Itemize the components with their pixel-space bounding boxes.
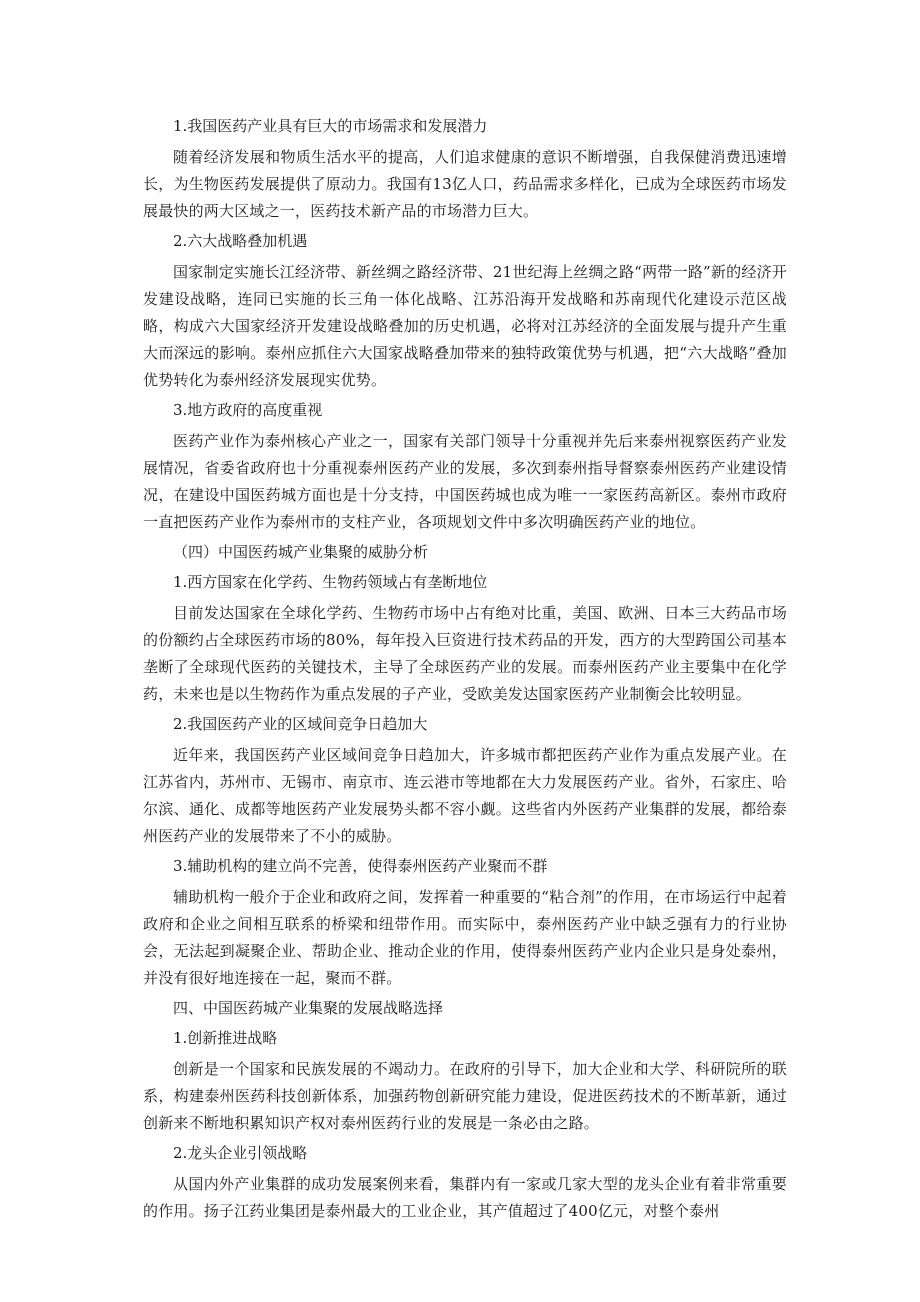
section-heading: 2.龙头企业引领战略 — [173, 1144, 308, 1162]
paragraph: 创新是一个国家和民族发展的不竭动力。在政府的引导下，加大企业和大学、科研院所的联系，构建泰州医药科技创新体系，加强药物创新研究能力建设，促进医药技术的不断革新，通过创新来不断地积累知识产权对泰州医药行业的发展是一条必由之路。 — [143, 1060, 787, 1132]
paragraph: 近年来，我国医药产业区域间竞争日趋加大，许多城市都把医药产业作为重点发展产业。在江苏省内，苏州市、无锡市、南京市、连云港市等地都在大力发展医药产业。省外，石家庄、哈尔滨、通化、成都等地医药产业发展势头都不容小觑。这些省内外医药产业集群的发展，都给泰州医药产业的发展带来了不小的威胁。 — [143, 746, 787, 845]
section-heading: 1.创新推进战略 — [173, 1029, 278, 1047]
document-page — [143, 114, 787, 1229]
section-heading: 2.六大战略叠加机遇 — [173, 232, 308, 250]
paragraph: 随着经济发展和物质生活水平的提高，人们追求健康的意识不断增强，自我保健消费迅速增长，为生物医药发展提供了原动力。我国有13亿人口，药品需求多样化，已成为全球医药市场发展最快的两大区域之一，医药技术新产品的市场潜力巨大。 — [143, 148, 787, 220]
paragraph: 从国内外产业集群的成功发展案例来看，集群内有一家或几家大型的龙头企业有着非常重要的作用。扬子江药业集团是泰州最大的工业企业，其产值超过了400亿元，对整个泰州 — [143, 1175, 787, 1220]
paragraph: 辅助机构一般介于企业和政府之间，发挥着一种重要的“粘合剂”的作用，在市场运行中起着政府和企业之间相互联系的桥梁和纽带作用。而实际中，泰州医药产业中缺乏强有力的行业协会，无法起到凝聚企业、帮助企业、推动企业的作用，使得泰州医药产业内企业只是身处泰州，并没有很好地连接在一起，聚而不群。 — [143, 888, 787, 987]
chapter-heading: （四）中国医药城产业集聚的威胁分析 — [173, 543, 429, 561]
paragraph: 目前发达国家在全球化学药、生物药市场中占有绝对比重，美国、欧洲、日本三大药品市场的份额约占全球医药市场的80%，每年投入巨资进行技术药品的开发，西方的大型跨国公司基本垄断了全球现代医药的关键技术，主导了全球医药产业的发展。而泰州医药产业主要集中在化学药，未来也是以生物药作为重点发展的子产业，受欧美发达国家医药产业制衡会比较明显。 — [143, 604, 787, 703]
chapter-heading: 四、中国医药城产业集聚的发展战略选择 — [173, 999, 444, 1017]
section-heading: 3.地方政府的高度重视 — [173, 401, 323, 419]
section-heading: 1.我国医药产业具有巨大的市场需求和发展潜力 — [173, 117, 488, 135]
section-heading: 2.我国医药产业的区域间竞争日趋加大 — [173, 715, 428, 733]
paragraph: 医药产业作为泰州核心产业之一，国家有关部门领导十分重视并先后来泰州视察医药产业发展情况，省委省政府也十分重视泰州医药产业的发展，多次到泰州指导督察泰州医药产业建设情况，在建设中国医药城方面也是十分支持，中国医药城也成为唯一一家医药高新区。泰州市政府一直把医药产业作为泰州市的支柱产业，各项规划文件中多次明确医药产业的地位。 — [143, 432, 787, 531]
section-heading: 1.西方国家在化学药、生物药领域占有垄断地位 — [173, 573, 488, 591]
section-heading: 3.辅助机构的建立尚不完善，使得泰州医药产业聚而不群 — [173, 857, 548, 875]
paragraph: 国家制定实施长江经济带、新丝绸之路经济带、21世纪海上丝绸之路“两带一路”新的经济开发建设战略，连同已实施的长三角一体化战略、江苏沿海开发战略和苏南现代化建设示范区战略，构成六大国家经济开发建设战略叠加的历史机遇，必将对江苏经济的全面发展与提升产生重大而深远的影响。泰州应抓住六大国家战略叠加带来的独特政策优势与机遇，把“六大战略”叠加优势转化为泰州经济发展现实优势。 — [143, 263, 787, 389]
